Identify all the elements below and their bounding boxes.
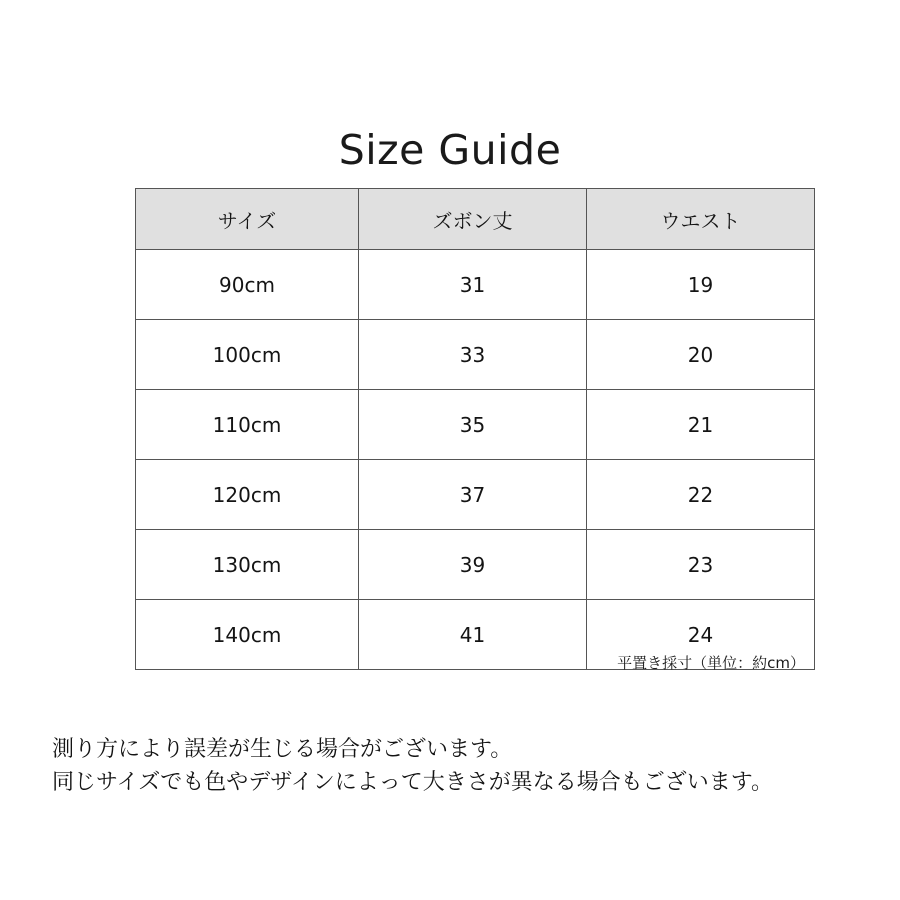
cell-pant-length: 35 xyxy=(359,390,587,460)
cell-size: 90cm xyxy=(136,250,359,320)
table-row xyxy=(136,530,815,600)
cell-size: 140cm xyxy=(136,600,359,670)
footnotes xyxy=(52,733,872,799)
cell-waist: 21 xyxy=(587,390,815,460)
footnote-line-1: 測り方により誤差が生じる場合がございます。 xyxy=(52,737,513,762)
table-header-row xyxy=(136,189,815,250)
table-row xyxy=(136,460,815,530)
cell-waist: 22 xyxy=(587,460,815,530)
cell-waist: 20 xyxy=(587,320,815,390)
cell-size: 130cm xyxy=(136,530,359,600)
cell-pant-length: 31 xyxy=(359,250,587,320)
footnote-line-2: 同じサイズでも色やデザインによって大きさが異なる場合もございます。 xyxy=(52,770,773,795)
cell-pant-length: 39 xyxy=(359,530,587,600)
cell-waist: 19 xyxy=(587,250,815,320)
table-row xyxy=(136,250,815,320)
table-row xyxy=(136,390,815,460)
cell-size: 100cm xyxy=(136,320,359,390)
cell-pant-length: 41 xyxy=(359,600,587,670)
column-header-pant-length: ズボン丈 xyxy=(359,189,587,250)
cell-pant-length: 37 xyxy=(359,460,587,530)
cell-size: 110cm xyxy=(136,390,359,460)
table-row xyxy=(136,320,815,390)
page-title: Size Guide xyxy=(338,126,562,174)
column-header-waist: ウエスト xyxy=(587,189,815,250)
cell-pant-length: 33 xyxy=(359,320,587,390)
cell-waist: 23 xyxy=(587,530,815,600)
table-header xyxy=(136,189,815,250)
cell-waist: 24 xyxy=(587,600,815,670)
column-header-size: サイズ xyxy=(136,189,359,250)
table-body xyxy=(136,250,815,670)
cell-size: 120cm xyxy=(136,460,359,530)
size-chart-table xyxy=(135,188,815,670)
measurement-note: 平置き採寸（単位：約cm） xyxy=(617,654,805,672)
